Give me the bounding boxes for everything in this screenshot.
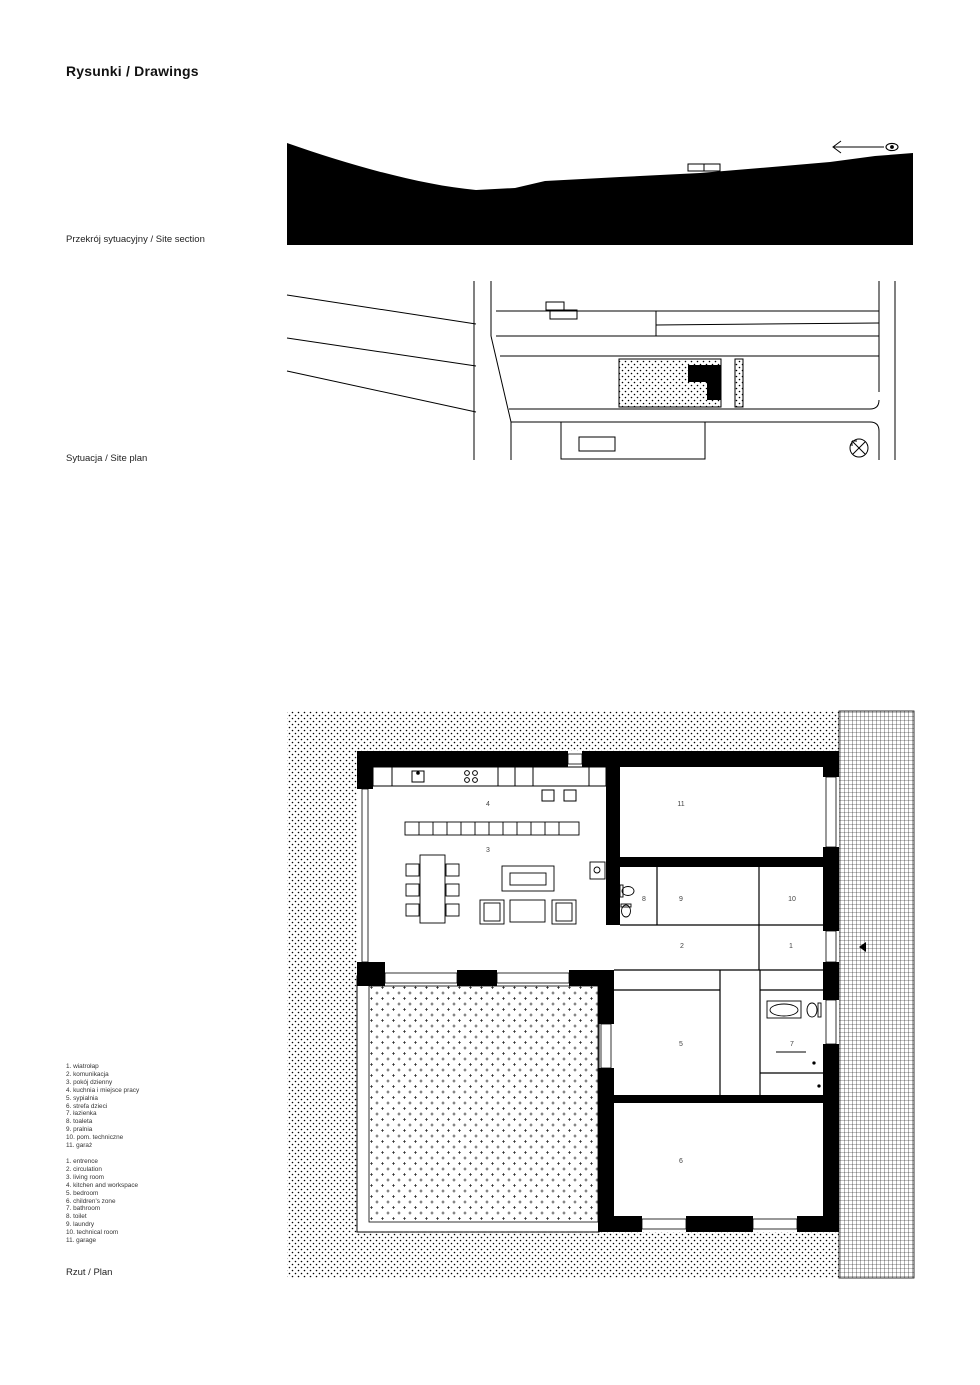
legend-item: 5. bedroom [66, 1189, 99, 1197]
legend-item: 8. toaleta [66, 1118, 93, 1126]
legend-item: 7. łazienka [66, 1110, 97, 1118]
legend-item: 3. pokój dzienny [66, 1078, 113, 1086]
north-arrow-icon [850, 439, 868, 457]
legend-item: 1. wiatrołap [66, 1063, 99, 1070]
room-number: 9 [679, 896, 683, 903]
room-number: 4 [486, 801, 490, 808]
legend-item: 8. toilet [66, 1213, 87, 1221]
legend-item: 10. pom. techniczne [66, 1134, 124, 1142]
room-number: 8 [642, 896, 646, 903]
room-number: 7 [790, 1041, 794, 1048]
legend-item: 11. garaż [66, 1142, 93, 1150]
site-section-drawing [287, 141, 913, 245]
room-number: 1 [789, 943, 793, 950]
legend-item: 7. bathroom [66, 1205, 101, 1213]
paved-path [839, 711, 914, 1278]
eye-icon [886, 143, 898, 150]
house-silhouette [688, 164, 720, 171]
legend-item: 2. circulation [66, 1165, 102, 1173]
legend-item: 1. entrence [66, 1158, 98, 1165]
page-title: Rysunki / Drawings [66, 63, 199, 79]
legend-item: 6. strefa dzieci [66, 1102, 108, 1110]
site-plan-drawing [287, 281, 895, 460]
courtyard-terrace [369, 986, 598, 1222]
room-number: 11 [677, 801, 685, 808]
legend-item: 3. living room [66, 1173, 105, 1181]
site-plan-caption: Sytuacja / Site plan [66, 453, 148, 464]
legend-item: 11. garage [66, 1237, 97, 1245]
legend-item: 4. kuchnia i miejsce pracy [66, 1086, 140, 1094]
legend-item: 2. komunikacja [66, 1070, 109, 1078]
legend-item: 9. pralnia [66, 1126, 93, 1134]
room-number: 5 [679, 1041, 683, 1048]
legend-item: 9. laundry [66, 1221, 95, 1229]
room-number: 10 [788, 896, 796, 903]
legend-item: 6. children's zone [66, 1197, 116, 1205]
plan-caption: Rzut / Plan [66, 1267, 113, 1278]
legend-item: 4. kitchen and workspace [66, 1181, 139, 1189]
room-number: 6 [679, 1158, 683, 1165]
room-number: 3 [486, 847, 490, 854]
legend-item: 10. technical room [66, 1229, 119, 1237]
legend-item: 5. sypialnia [66, 1094, 98, 1102]
floor-plan-drawing [287, 711, 914, 1278]
room-number: 2 [680, 943, 684, 950]
view-arrow-icon [833, 141, 884, 153]
site-section-caption: Przekrój sytuacyjny / Site section [66, 234, 205, 245]
